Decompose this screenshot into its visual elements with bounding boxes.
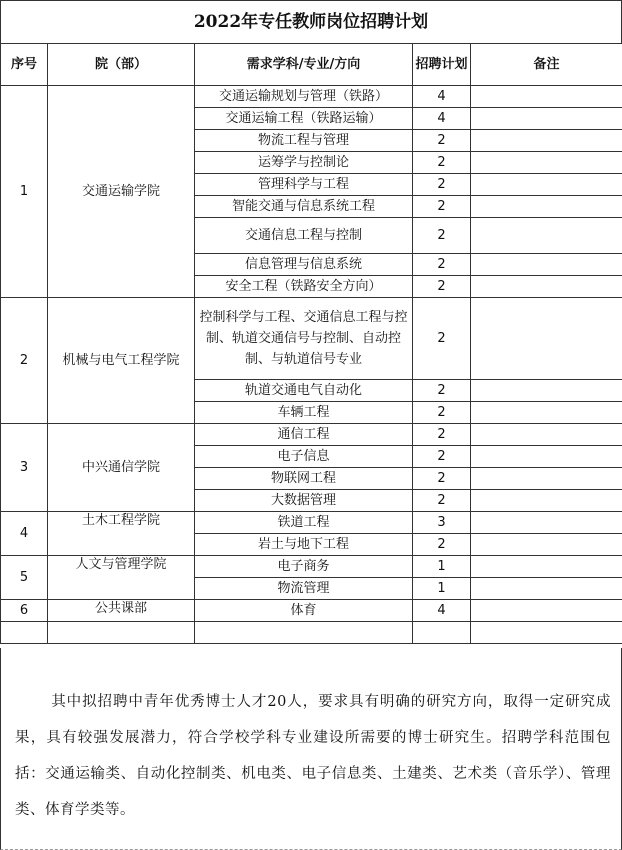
cell-dept: 中兴通信学院 <box>48 424 195 512</box>
cell-no: 4 <box>1 512 48 556</box>
cell-subject: 物流管理 <box>195 578 413 600</box>
cell-count: 4 <box>413 108 471 130</box>
cell-no: 3 <box>1 424 48 512</box>
header-remark: 备注 <box>471 44 622 86</box>
empty-row <box>1 622 622 644</box>
cell-count: 2 <box>413 490 471 512</box>
cell-remark <box>471 174 622 196</box>
empty-cell <box>471 622 622 644</box>
cell-count: 2 <box>413 218 471 254</box>
table-row <box>1 600 622 622</box>
cell-count: 2 <box>413 130 471 152</box>
cell-count: 4 <box>413 600 471 622</box>
table-row <box>1 86 622 108</box>
cell-subject: 安全工程（铁路安全方向） <box>195 276 413 298</box>
cell-subject: 电子商务 <box>195 556 413 578</box>
table-header-row <box>1 44 622 86</box>
cell-remark <box>471 218 622 254</box>
cell-count: 2 <box>413 446 471 468</box>
cell-count: 1 <box>413 556 471 578</box>
cell-remark <box>471 380 622 402</box>
cell-subject: 铁道工程 <box>195 512 413 534</box>
cell-count: 2 <box>413 534 471 556</box>
cell-subject: 交通运输规划与管理（铁路） <box>195 86 413 108</box>
table-row <box>1 512 622 534</box>
cell-remark <box>471 86 622 108</box>
empty-cell <box>195 622 413 644</box>
table-row <box>1 424 622 446</box>
cell-no: 2 <box>1 298 48 424</box>
empty-cell <box>413 622 471 644</box>
empty-cell <box>1 622 48 644</box>
cell-remark <box>471 298 622 380</box>
header-no: 序号 <box>1 44 48 86</box>
cell-subject: 体育 <box>195 600 413 622</box>
cell-count: 3 <box>413 512 471 534</box>
table-row <box>1 298 622 380</box>
cell-remark <box>471 468 622 490</box>
empty-cell <box>48 622 195 644</box>
cell-count: 2 <box>413 276 471 298</box>
cell-remark <box>471 534 622 556</box>
cell-count: 2 <box>413 424 471 446</box>
cell-no: 6 <box>1 600 48 622</box>
cell-subject: 交通运输工程（铁路运输） <box>195 108 413 130</box>
cell-subject: 轨道交通电气自动化 <box>195 380 413 402</box>
cell-subject: 电子信息 <box>195 446 413 468</box>
cell-remark <box>471 196 622 218</box>
cell-dept: 交通运输学院 <box>48 86 195 298</box>
cell-count: 2 <box>413 196 471 218</box>
cell-count: 2 <box>413 174 471 196</box>
cell-subject: 车辆工程 <box>195 402 413 424</box>
cell-count: 2 <box>413 152 471 174</box>
cell-count: 4 <box>413 86 471 108</box>
cell-count: 2 <box>413 254 471 276</box>
cell-no: 5 <box>1 556 48 600</box>
cell-remark <box>471 512 622 534</box>
cell-dept: 人文与管理学院 <box>48 556 195 600</box>
cell-remark <box>471 130 622 152</box>
note-text: 其中拟招聘中青年优秀博士人才20人，要求具有明确的研究方向，取得一定研究成果，具有较强发展潜力，符合学校学科专业建设所需要的博士研究生。招聘学科范围包括：交通运输类、自动化控制类、机电类、电子信息类、土建类、艺术类（音乐学）、管理类、体育学类等。 <box>15 694 611 818</box>
cell-subject: 通信工程 <box>195 424 413 446</box>
page-title: 2022年专任教师岗位招聘计划 <box>0 0 622 43</box>
cell-subject: 交通信息工程与控制 <box>195 218 413 254</box>
cell-remark <box>471 402 622 424</box>
cell-count: 1 <box>413 578 471 600</box>
cell-dept: 机械与电气工程学院 <box>48 298 195 424</box>
cell-count: 2 <box>413 298 471 380</box>
table-row <box>1 556 622 578</box>
note-section <box>0 648 622 850</box>
cell-remark <box>471 600 622 622</box>
cell-remark <box>471 490 622 512</box>
cell-subject: 信息管理与信息系统 <box>195 254 413 276</box>
cell-subject: 物联网工程 <box>195 468 413 490</box>
cell-remark <box>471 254 622 276</box>
cell-remark <box>471 578 622 600</box>
cell-subject: 运筹学与控制论 <box>195 152 413 174</box>
cell-count: 2 <box>413 468 471 490</box>
cell-subject: 岩土与地下工程 <box>195 534 413 556</box>
cell-subject: 管理科学与工程 <box>195 174 413 196</box>
cell-remark <box>471 424 622 446</box>
cell-subject: 智能交通与信息系统工程 <box>195 196 413 218</box>
cell-dept: 土木工程学院 <box>48 512 195 556</box>
cell-no: 1 <box>1 86 48 298</box>
cell-remark <box>471 556 622 578</box>
header-dept: 院（部） <box>48 44 195 86</box>
header-subject: 需求学科/专业/方向 <box>195 44 413 86</box>
cell-count: 2 <box>413 380 471 402</box>
cell-subject: 大数据管理 <box>195 490 413 512</box>
cell-remark <box>471 152 622 174</box>
cell-subject: 控制科学与工程、交通信息工程与控制、轨道交通信号与控制、自动控制、与轨道信号专业 <box>195 298 413 380</box>
cell-subject: 物流工程与管理 <box>195 130 413 152</box>
cell-remark <box>471 108 622 130</box>
recruitment-table <box>0 43 622 644</box>
cell-remark <box>471 276 622 298</box>
cell-dept: 公共课部 <box>48 600 195 622</box>
cell-remark <box>471 446 622 468</box>
header-plan: 招聘计划 <box>413 44 471 86</box>
cell-count: 2 <box>413 402 471 424</box>
